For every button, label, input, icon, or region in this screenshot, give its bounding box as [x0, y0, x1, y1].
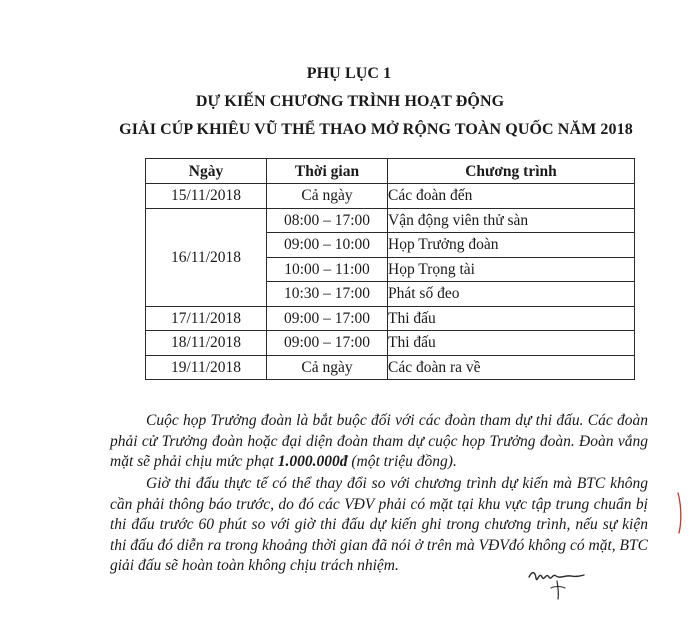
row-time: 10:00 – 11:00 [267, 257, 388, 282]
margin-line-icon [672, 492, 684, 534]
meeting-note-text: Cuộc họp Trưởng đoàn là bắt buộc đối với các đoàn tham dự thi đấu. Các đoàn phải cử Trưởng đoàn hoặc đại diện đoàn tham dự cuộc họp Trưởng đoàn. Đoàn vắng mặt sẽ phải chịu mức phạt [110, 412, 648, 470]
table-row [146, 184, 635, 209]
row-time: Cả ngày [267, 184, 388, 209]
row-time: 09:00 – 10:00 [267, 233, 388, 258]
meeting-note [110, 411, 648, 473]
header-time: Thời gian [267, 159, 388, 184]
row-time: 10:30 – 17:00 [267, 282, 388, 307]
table-row [146, 331, 635, 356]
row-date: 19/11/2018 [146, 355, 267, 380]
row-time: Cả ngày [267, 355, 388, 380]
row-date: 17/11/2018 [146, 306, 267, 331]
tournament-title: GIẢI CÚP KHIÊU VŨ THỂ THAO MỞ RỘNG TOÀN QUỐC NĂM 2018 [119, 121, 633, 138]
table-row [146, 355, 635, 380]
row-program: Vận động viên thử sàn [388, 208, 635, 233]
row-program: Các đoàn đến [388, 184, 635, 209]
row-program: Phát số đeo [388, 282, 635, 307]
table-row [146, 306, 635, 331]
table-row [146, 208, 635, 233]
row-date: 16/11/2018 [146, 208, 267, 306]
row-program: Họp Trưởng đoàn [388, 233, 635, 258]
header-program: Chương trình [388, 159, 635, 184]
signature-icon [527, 567, 587, 601]
schedule-change-note: Giờ thi đấu thực tế có thể thay đổi so với chương trình dự kiến mà BTC không cần phải thông báo trước, do đó các VĐV phải có mặt tại khu vực tập trung chuẩn bị thi đấu trước 60 phút so với giờ thi đấu dự kiến ghi trong chương trình, nếu sự kiện thi đấu đó diễn ra trong khoảng thời gian đã nói ở trên mà VĐVđó không có mặt, BTC giải đấu sẽ hoàn toàn không chịu trách nhiệm. [110, 475, 648, 574]
row-time: 09:00 – 17:00 [267, 331, 388, 356]
row-program: Các đoàn ra về [388, 355, 635, 380]
fine-words: (một triệu đồng). [347, 453, 457, 470]
row-time: 09:00 – 17:00 [267, 306, 388, 331]
appendix-title: PHỤ LỤC 1 [306, 65, 392, 82]
row-date: 18/11/2018 [146, 331, 267, 356]
row-date: 15/11/2018 [146, 184, 267, 209]
table-header-row [146, 159, 635, 184]
row-program: Họp Trọng tài [388, 257, 635, 282]
document-heading [0, 60, 700, 144]
schedule-table [145, 158, 635, 380]
margin-mark [672, 492, 684, 539]
row-program: Thi đấu [388, 331, 635, 356]
signature [527, 567, 587, 606]
fine-amount: 1.000.000đ [277, 453, 348, 470]
program-title: DỰ KIẾN CHƯƠNG TRÌNH HOẠT ĐỘNG [195, 93, 505, 110]
row-program: Thi đấu [388, 306, 635, 331]
header-date: Ngày [146, 159, 267, 184]
row-time: 08:00 – 17:00 [267, 208, 388, 233]
